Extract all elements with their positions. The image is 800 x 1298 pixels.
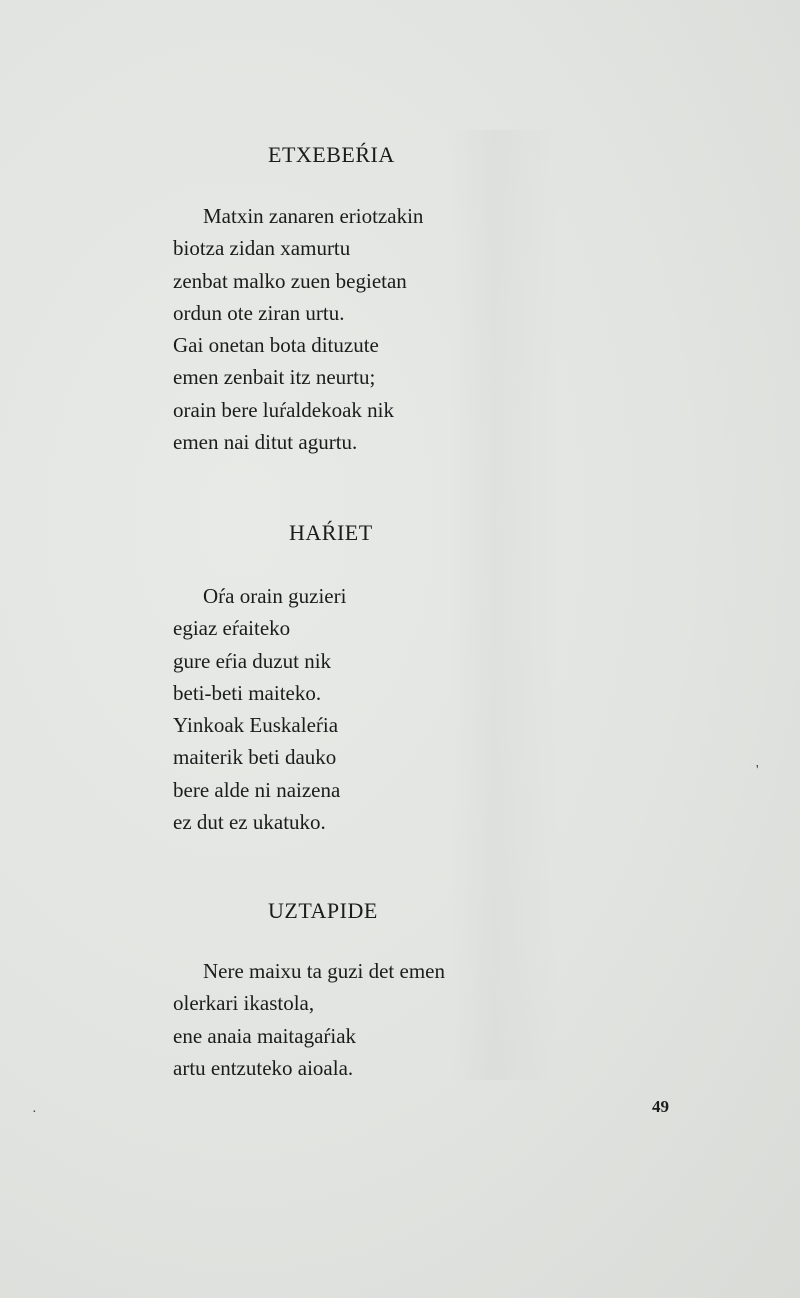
verse-line: biotza zidan xamurtu [173, 236, 351, 261]
verse-line: ez dut ez ukatuko. [173, 810, 326, 835]
verse-line: gure eŕia duzut nik [173, 648, 332, 673]
section-title-uztapide: UZTAPIDE [268, 898, 378, 923]
verse-line: Gai onetan bota dituzute [173, 333, 379, 358]
verse-line: ordun ote ziran urtu. [173, 300, 345, 325]
verse-line: maiterik beti dauko [173, 745, 337, 770]
poem-stanza-etxeberia [173, 200, 423, 458]
verse-line: Yinkoak Euskaleŕia [173, 713, 339, 738]
verse-line: emen zenbait itz neurtu; [173, 365, 376, 390]
poem-stanza-hariet [173, 580, 346, 838]
verse-line: ene anaia maitagaŕiak [173, 1023, 357, 1048]
section-title-etxeberia: ETXEBEŔIA [268, 142, 395, 167]
verse-line: Oŕa orain guzieri [203, 584, 347, 608]
show-through-shadow [450, 130, 560, 1080]
print-speck: ' [756, 763, 759, 778]
print-speck: · [32, 1105, 37, 1120]
verse-line: bere alde ni naizena [173, 777, 341, 802]
verse-line: zenbat malko zuen begietan [173, 268, 407, 293]
verse-line: Matxin zanaren eriotzakin [203, 204, 424, 228]
poem-stanza-uztapide [173, 955, 445, 1084]
verse-line: beti-beti maiteko. [173, 680, 322, 705]
verse-line: orain bere luŕaldekoak nik [173, 397, 394, 422]
verse-line: artu entzuteko aioala. [173, 1055, 354, 1080]
verse-line: emen nai ditut agurtu. [173, 430, 358, 455]
verse-line: egiaz eŕaiteko [173, 616, 291, 641]
section-title-hariet: HAŔIET [289, 520, 373, 545]
verse-line: Nere maixu ta guzi det emen [203, 959, 445, 983]
verse-line: olerkari ikastola, [173, 991, 315, 1016]
page-number: 49 [652, 1097, 669, 1116]
